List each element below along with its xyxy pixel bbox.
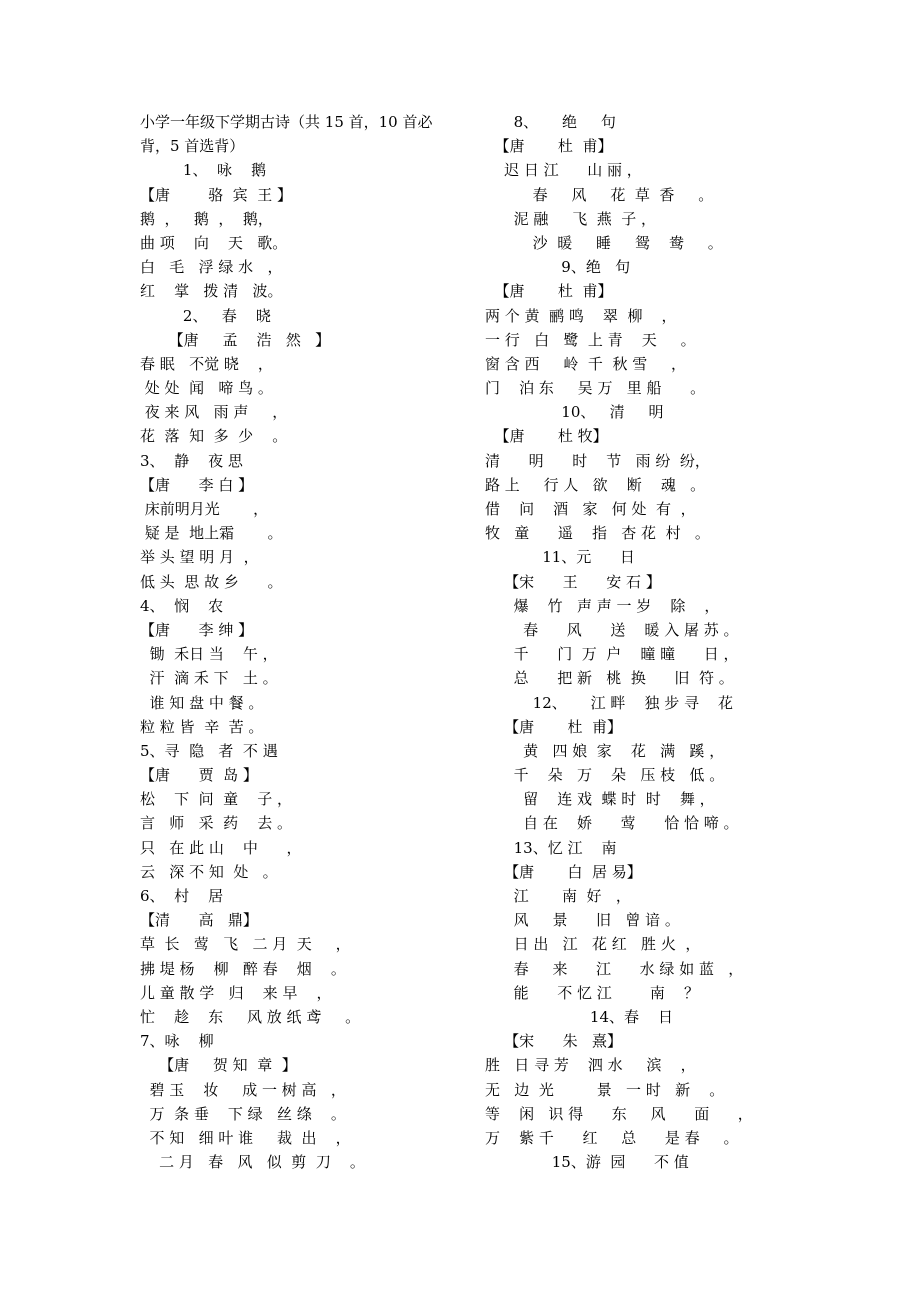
left-poem-line: 锄 禾日 当 午 ， — [140, 645, 278, 664]
left-poem-line: 二 月 春 风 似 剪 刀 。 — [140, 1153, 365, 1172]
right-poem-line: 12、 江 畔 独 步 寻 花 — [485, 693, 734, 712]
right-poem-line: 总 把 新 桃 换 旧 符 。 — [485, 669, 734, 688]
left-poem-line: 拂 堤 杨 柳 醉 春 烟 。 — [140, 959, 346, 978]
left-poem-line: 【唐 贺 知 章 】 — [140, 1056, 297, 1075]
right-poem-line: 无 边 光 景 一 时 新 。 — [485, 1080, 725, 1099]
left-poem-line: 7、咏 柳 — [140, 1032, 214, 1051]
right-poem-line: 【宋 朱 熹】 — [485, 1032, 622, 1051]
left-poem-line: 【唐 李 绅 】 — [140, 620, 254, 639]
left-poem-line: 低 头 思 故 乡 。 — [140, 572, 283, 591]
right-poem-line: 能 不 忆 江 南 ？ — [485, 983, 699, 1002]
left-poem-line: 夜 来 风 雨 声 ， — [140, 403, 288, 422]
right-poem-line: 门 泊 东 吴 万 里 船 。 — [485, 379, 706, 398]
right-poem-line: 万 紫 千 红 总 是 春 。 — [485, 1128, 739, 1147]
left-poem-line: 举 头 望 明 月 ， — [140, 548, 259, 567]
right-poem-line: 【唐 杜 甫】 — [485, 282, 613, 301]
left-poem-line: 【唐 李 白 】 — [140, 475, 254, 494]
right-poem-line: 留 连 戏 蝶 时 时 舞 ， — [485, 790, 715, 809]
right-poem-line: 11、元 日 — [485, 548, 635, 567]
left-poem-line: 【唐 贾 岛 】 — [140, 766, 258, 785]
right-poem-line: 等 闲 识 得 东 风 面 ， — [485, 1104, 753, 1123]
right-poem-line: 风 景 旧 曾 谙 。 — [485, 911, 680, 930]
left-poem-line: 汗 滴 禾 下 土 。 — [140, 669, 278, 688]
right-poem-line: 10、 清 明 — [485, 403, 664, 422]
left-poem-line: 只 在 此 山 中 ， — [140, 838, 302, 857]
right-poem-line: 【唐 杜 甫】 — [485, 717, 622, 736]
right-poem-line: 胜 日 寻 芳 泗 水 滨 ， — [485, 1056, 696, 1075]
left-poem-line: 草 长 莺 飞 二 月 天 ， — [140, 935, 351, 954]
left-poem-line: 【唐 孟 浩 然 】 — [140, 330, 331, 349]
left-poem-line: 儿 童 散 学 归 来 早 ， — [140, 983, 332, 1002]
right-poem-line: 【唐 杜 甫】 — [485, 137, 613, 156]
left-poem-line: 2、 春 晓 — [140, 306, 271, 325]
right-poem-line: 千 朵 万 朵 压 枝 低 。 — [485, 766, 725, 785]
left-poem-line: 花 落 知 多 少 。 — [140, 427, 288, 446]
left-poem-line: 粒 粒 皆 辛 苦 。 — [140, 717, 264, 736]
right-poem-line: 路 上 行 人 欲 断 魂 。 — [485, 475, 706, 494]
right-poem-line: 自 在 娇 莺 恰 恰 啼 。 — [485, 814, 739, 833]
left-poem-line: 万 条 垂 下 绿 丝 绦 。 — [140, 1104, 346, 1123]
left-poem-line: 松 下 问 童 子 ， — [140, 790, 292, 809]
left-poem-line: 白 毛 浮 绿 水 ， — [140, 258, 283, 277]
right-poem-line: 8、 绝 句 — [485, 113, 616, 131]
left-poem-line: 【唐 骆 宾 王 】 — [140, 185, 292, 204]
left-poem-line: 1、 咏 鹅 — [140, 161, 267, 180]
left-poem-line: 云 深 不 知 处 。 — [140, 862, 278, 881]
right-poem-line: 【唐 杜 牧】 — [485, 427, 608, 446]
right-poem-line: 15、游 园 不 值 — [485, 1153, 689, 1172]
left-poem-line: 床前明月光 ， — [140, 500, 269, 518]
right-poem-line: 一 行 白 鹭 上 青 天 。 — [485, 330, 696, 349]
right-poem-line: 【宋 王 安 石 】 — [485, 572, 661, 591]
right-poem-line: 春 风 送 暖 入 屠 苏 。 — [485, 620, 739, 639]
right-poem-line: 泥 融 飞 燕 子 ， — [485, 209, 657, 228]
right-poem-line: 沙 暖 睡 鸳 鸯 。 — [485, 233, 723, 252]
left-poem-line: 忙 趁 东 风 放 纸 鸢 。 — [140, 1007, 361, 1026]
right-poem-line: 【唐 白 居 易】 — [485, 862, 642, 881]
left-poem-line: 小学一年级下学期古诗（共 15 首，10 首必 — [140, 113, 433, 131]
right-poem-line: 迟 日 江 山 丽 ， — [485, 161, 642, 180]
right-poem-line: 春 风 花 草 香 。 — [485, 185, 714, 204]
left-poem-line: 处 处 闻 啼 鸟 。 — [140, 379, 273, 398]
right-poem-line: 春 来 江 水 绿 如 蓝 ， — [485, 959, 744, 978]
left-poem-line: 3、 静 夜 思 — [140, 451, 243, 470]
right-poem-line: 清 明 时 节 雨 纷 纷， — [485, 451, 710, 470]
left-poem-line: 6、 村 居 — [140, 887, 224, 905]
left-poem-line: 背，5 首选背） — [140, 137, 245, 156]
right-poem-line: 借 问 酒 家 何 处 有 ， — [485, 500, 696, 518]
right-poem-line: 两 个 黄 鹂 鸣 翠 柳 ， — [485, 306, 677, 325]
left-poem-line: 言 师 采 药 去 。 — [140, 814, 292, 833]
right-column — [485, 110, 785, 1174]
left-poem-line: 5、寻 隐 者 不 遇 — [140, 741, 278, 760]
left-poem-line: 碧 玉 妆 成 一 树 高 ， — [140, 1080, 346, 1099]
left-poem-line: 谁 知 盘 中 餐 。 — [140, 693, 264, 712]
left-poem-line: 4、 悯 农 — [140, 596, 224, 615]
left-poem-line: 不 知 细 叶 谁 裁 出 ， — [140, 1128, 351, 1147]
left-poem-line: 鹅 ， 鹅 ， 鹅， — [140, 209, 273, 228]
left-poem-line: 【清 高 鼎】 — [140, 911, 258, 930]
right-poem-line: 黄 四 娘 家 花 满 蹊 ， — [485, 741, 725, 760]
right-poem-line: 千 门 万 户 曈 曈 日 ， — [485, 645, 739, 664]
right-poem-line: 牧 童 遥 指 杏 花 村 。 — [485, 524, 710, 543]
left-column — [140, 110, 470, 1174]
left-poem-line: 红 掌 拨 清 波。 — [140, 282, 283, 301]
right-poem-line: 9、绝 句 — [485, 258, 631, 277]
right-poem-line: 爆 竹 声 声 一 岁 除 ， — [485, 596, 720, 615]
right-poem-line: 江 南 好 ， — [485, 887, 631, 905]
left-poem-line: 曲 项 向 天 歌。 — [140, 233, 288, 252]
right-poem-line: 13、忆 江 南 — [485, 838, 617, 857]
left-poem-line: 春 眠 不觉 晓 ， — [140, 354, 273, 373]
right-poem-line: 14、春 日 — [485, 1007, 674, 1026]
left-poem-line: 疑 是 地上霜 。 — [140, 524, 283, 543]
right-poem-line: 窗 含 西 岭 千 秋 雪 ， — [485, 354, 687, 373]
right-poem-line: 日 出 江 花 红 胜 火 ， — [485, 935, 701, 954]
